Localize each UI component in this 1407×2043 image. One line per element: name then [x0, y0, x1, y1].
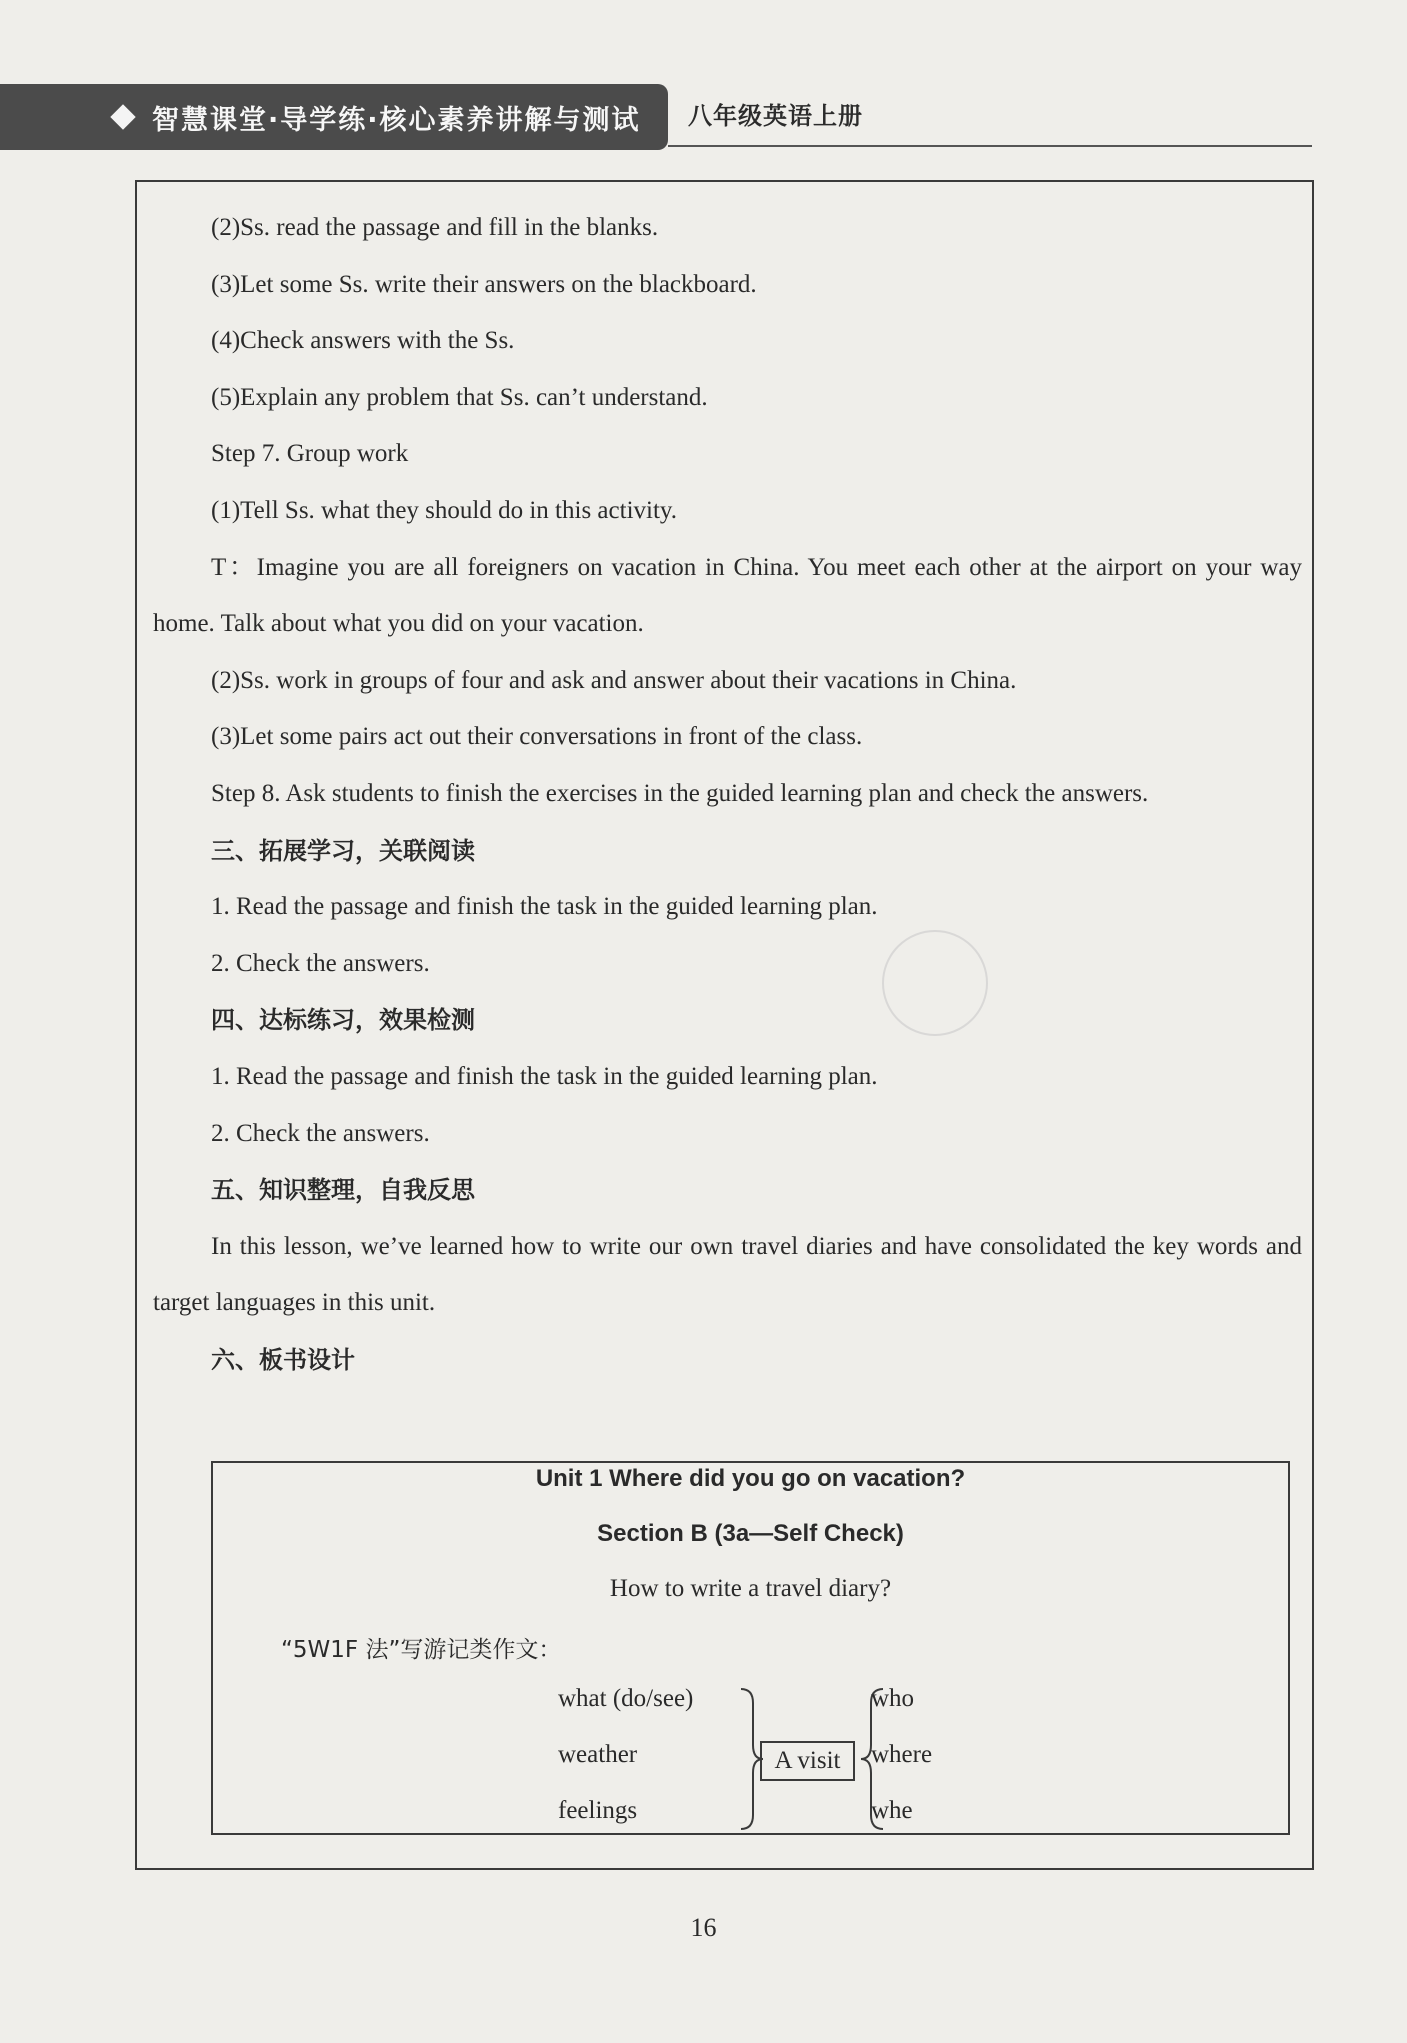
section3-item: 2. Check the answers. [211, 949, 430, 977]
board-left-item: what (do/see) [558, 1685, 694, 1712]
step-line: (3)Let some Ss. write their answers on the blackboard. [211, 270, 757, 298]
step-line: (2)Ss. read the passage and fill in the blanks. [211, 214, 659, 241]
header-bar [0, 84, 668, 150]
step-line: (4)Check answers with the Ss. [211, 327, 515, 355]
step-line: (5)Explain any problem that Ss. can’t understand. [211, 383, 708, 411]
board-right-item: who [871, 1685, 915, 1712]
board-unit-title: Unit 1 Where did you go on vacation? [535, 1465, 966, 1492]
board-left-item: feelings [558, 1797, 638, 1824]
section5-heading: 五、知识整理，自我反思 [211, 1176, 475, 1205]
header-subtitle: 八年级英语上册 [688, 102, 863, 130]
step-heading: Step 7. Group work [211, 440, 409, 468]
header-title: 智慧课堂·导学练·核心素养讲解与测试 [152, 104, 641, 136]
board-left-item: weather [558, 1741, 638, 1768]
lesson-content [153, 200, 1302, 1388]
section3-heading: 三、拓展学习，关联阅读 [211, 836, 475, 865]
section3-item: 1. Read the passage and finish the task in the guided learning plan. [211, 893, 878, 921]
teacher-paragraph: T：Imagine you are all foreigners on vacation in China. You meet each other at the airport on your way home. Talk about what you did on your vacation. [153, 553, 1302, 638]
board-right-item: whe [871, 1797, 913, 1824]
section4-item: 1. Read the passage and finish the task in the guided learning plan. [211, 1062, 878, 1090]
section4-heading: 四、达标练习，效果检测 [211, 1006, 475, 1035]
blackboard-design [211, 1461, 1290, 1835]
board-right-item: where [871, 1741, 933, 1768]
section5-text: In this lesson, we’ve learned how to write our own travel diaries and have consolidated the key words and target languages in this unit. [153, 1232, 1302, 1317]
header-rule [668, 145, 1312, 147]
step-line: (2)Ss. work in groups of four and ask and answer about their vacations in China. [211, 666, 1017, 694]
section6-heading: 六、板书设计 [211, 1345, 355, 1374]
diamond-icon [110, 104, 135, 129]
page-number: 16 [690, 1913, 717, 1942]
board-center-box: A visit [760, 1741, 855, 1781]
board-section-title: Section B (3a—Self Check) [597, 1520, 904, 1547]
step-line: (3)Let some pairs act out their conversations in front of the class. [211, 723, 863, 751]
board-howto: How to write a travel diary? [609, 1575, 892, 1602]
step-line: (1)Tell Ss. what they should do in this activity. [211, 496, 678, 524]
step8-paragraph: Step 8. Ask students to finish the exercises in the guided learning plan and check the answers. [211, 779, 1149, 807]
section4-item: 2. Check the answers. [211, 1119, 430, 1147]
board-method: “5W1F 法”写游记类作文： [281, 1637, 562, 1663]
